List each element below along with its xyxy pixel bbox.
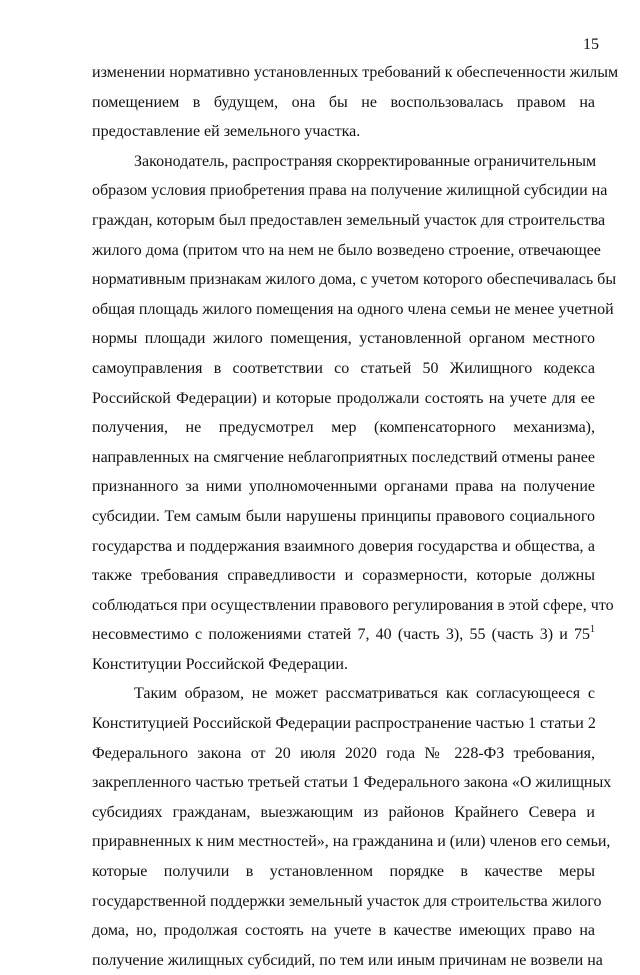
text-line: предоставление ей земельного участка. [92,123,361,141]
text-line: также требования справедливости и соразмерности, которые должны [92,567,595,585]
text-line: изменении нормативно установленных требований к обеспеченности жилым [92,64,619,81]
text-line: Конституции Российской Федерации. [92,655,348,673]
text-line: образом условия приобретения права на получение жилищной субсидии на [92,182,608,200]
text-line: которые получили в установленном порядке в качестве меры [92,863,595,881]
text-line: жилого дома (притом что на нем не было возведено строение, отвечающее [92,241,601,259]
page-number: 15 [583,36,599,53]
text-line: государства и поддержания взаимного доверия государства и общества, а [92,537,595,555]
text-line: дома, но, продолжая состоять на учете в качестве имеющих право на [92,922,595,940]
text-line: Таким образом, не может рассматриваться как согласующееся с [134,685,595,703]
superscript: 1 [590,624,595,636]
paragraph-1 [92,58,619,147]
text-line: субсидии. Тем самым были нарушены принципы правового социального [92,507,595,525]
text-line: помещением в будущем, она бы не воспользовалась правом на [92,93,595,111]
paragraph-3 [92,679,612,975]
text-line-with-superscript [92,620,595,650]
text-line: соблюдаться при осуществлении правового регулирования в этой сфере, что [92,596,614,614]
text-line-part: несовместимо с положениями статей 7, 40 (часть 3), 55 (часть 3) и 75 [92,626,590,644]
text-line: признанного за ними уполномоченными органами права на получение [92,478,595,496]
text-line: самоуправления в соответствии со статьей 50 Жилищного кодекса [92,359,595,377]
text-line: Законодатель, распространяя скорректированные ограничительным [134,152,597,170]
text-line: получения, не предусмотрел мер (компенсаторного механизма), [92,419,595,437]
body-text [92,58,619,975]
text-line: государственной поддержки земельный участок для строительства жилого [92,892,602,910]
text-line: Российской Федерации) и которые продолжали состоять на учете для ее [92,389,595,407]
text-line: нормы площади жилого помещения, установленной органом местного [92,330,595,348]
text-line: Конституцией Российской Федерации распространение частью 1 статьи 2 [92,715,596,733]
text-line: субсидиях гражданам, выезжающим из районов Крайнего Севера и [92,803,595,821]
text-line: Федерального закона от 20 июля 2020 года № 228-ФЗ требования, [92,744,595,762]
text-line: получение жилищных субсидий, по тем или иным причинам не возвели на [92,951,603,969]
text-line: граждан, которым был предоставлен земельный участок для строительства [92,211,606,229]
text-line: направленных на смягчение неблагоприятных последствий отмены ранее [92,448,595,466]
text-line: общая площадь жилого помещения на одного члена семьи не менее учетной [92,300,614,318]
paragraph-2 [92,147,617,680]
text-line: нормативным признакам жилого дома, с учетом которого обеспечивалась бы [92,271,617,289]
text-line: закрепленного частью третьей статьи 1 Федерального закона «О жилищных [92,774,612,792]
text-line: приравненных к ним местностей», на гражданина и (или) членов его семьи, [92,833,611,851]
